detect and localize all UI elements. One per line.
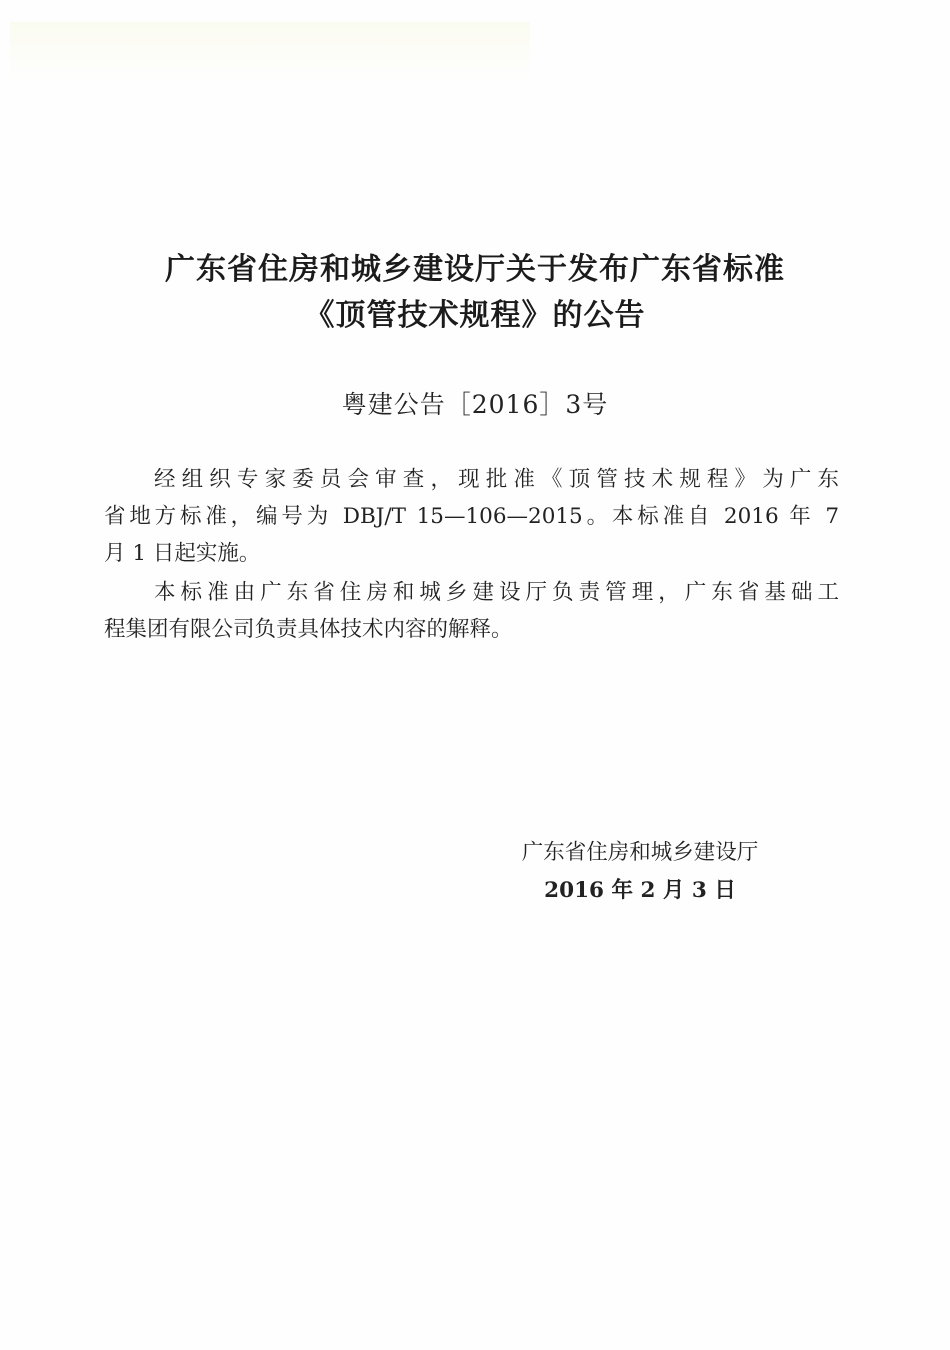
paragraph-approval-line-1: 经组织专家委员会审查，现批准《顶管技术规程》为广东: [154, 467, 839, 492]
notice-title-line-2: 《顶管技术规程》的公告: [304, 298, 646, 333]
scan-artifact: [10, 22, 530, 82]
paragraph-approval-line-2: 省地方标准，编号为 DBJ/T 15—106—2015。本标准自 2016 年 7: [104, 504, 839, 529]
document-number: 粤建公告［2016］3号: [341, 390, 609, 419]
paragraph-approval: [104, 461, 839, 572]
signature-organization: 广东省住房和城乡建设厅: [521, 840, 759, 865]
signature-date: 2016 年 2 月 3 日: [544, 878, 736, 903]
paragraph-approval-line-3: 月 1 日起实施。: [104, 541, 261, 566]
paragraph-management-line-1: 本标准由广东省住房和城乡建设厅负责管理，广东省基础工: [154, 580, 839, 605]
notice-title-line-1: 广东省住房和城乡建设厅关于发布广东省标准: [165, 252, 785, 287]
paragraph-management-line-2: 程集团有限公司负责具体技术内容的解释。: [104, 617, 513, 642]
paragraph-management: [104, 574, 839, 648]
